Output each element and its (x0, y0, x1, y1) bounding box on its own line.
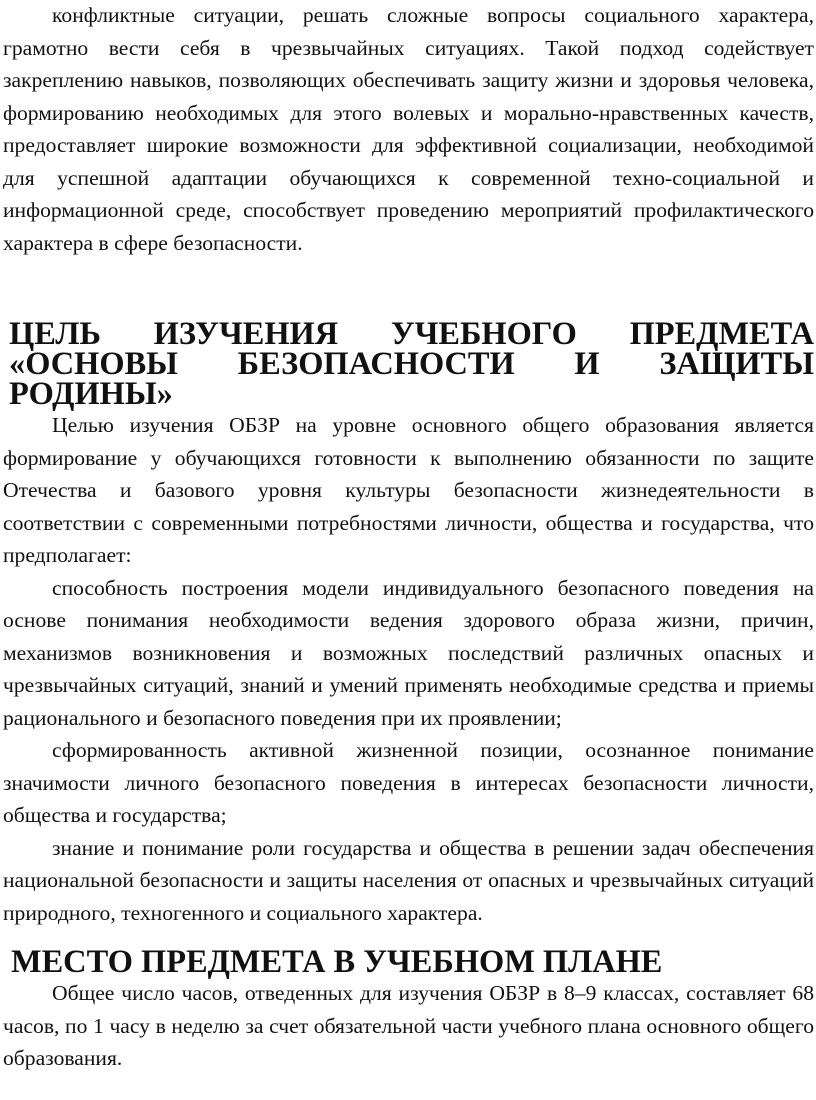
intro-paragraph: конфликтные ситуации, решать сложные вопросы социального характера, грамотно вести себя в чрезвычайных ситуациях. Такой подход содействует закреплению навыков, позволяющих обеспечивать защиту жизни и здоровья человека, формированию необходимых для этого волевых и морально-нравственных качеств, предоставляет широкие возможности для эффективной социализации, необходимой для успешной адаптации обучающихся к современной техно-социальной и информационной среде, способствует проведению мероприятий профилактического характера в сфере безопасности. (3, 3, 814, 255)
goal-item-paragraph: знание и понимание роли государства и общества в решении задач обеспечения национальной безопасности и защиты населения от опасных и чрезвычайных ситуаций природного, техногенного и социального характера. (3, 835, 814, 925)
place-paragraph: Общее число часов, отведенных для изучения ОБЗР в 8–9 классах, составляет 68 часов, по 1 часу в неделю за счет обязательной части учебного плана основного общего образования. (3, 981, 814, 1070)
document-page (3, 0, 814, 1075)
goal-item-paragraph: способность построения модели индивидуального безопасного поведения на основе понимания необходимости ведения здорового образа жизни, причин, механизмов возникновения и возможных последствий различных опасных и чрезвычайных ситуаций, знаний и умений применять необходимые средства и приемы рационального и безопасного поведения при их проявлении; (3, 575, 814, 730)
section-heading-goal: ЦЕЛЬ ИЗУЧЕНИЯ УЧЕБНОГО ПРЕДМЕТА «ОСНОВЫ БЕЗОПАСНОСТИ И ЗАЩИТЫ РОДИНЫ» (9, 316, 814, 412)
goal-item-paragraph: сформированность активной жизненной позиции, осознанное понимание значимости личного безопасного поведения в интересах безопасности личности, общества и государства; (3, 738, 814, 827)
section-heading-place: МЕСТО ПРЕДМЕТА В УЧЕБНОМ ПЛАНЕ (11, 944, 663, 980)
goal-paragraph: Целью изучения ОБЗР на уровне основного общего образования является формирование у обучающихся готовности к выполнению обязанности по защите Отечества и базового уровня культуры безопасности жизнедеятельности в соответствии с современными потребностями личности, общества и государства, что предполагает: (3, 413, 814, 567)
